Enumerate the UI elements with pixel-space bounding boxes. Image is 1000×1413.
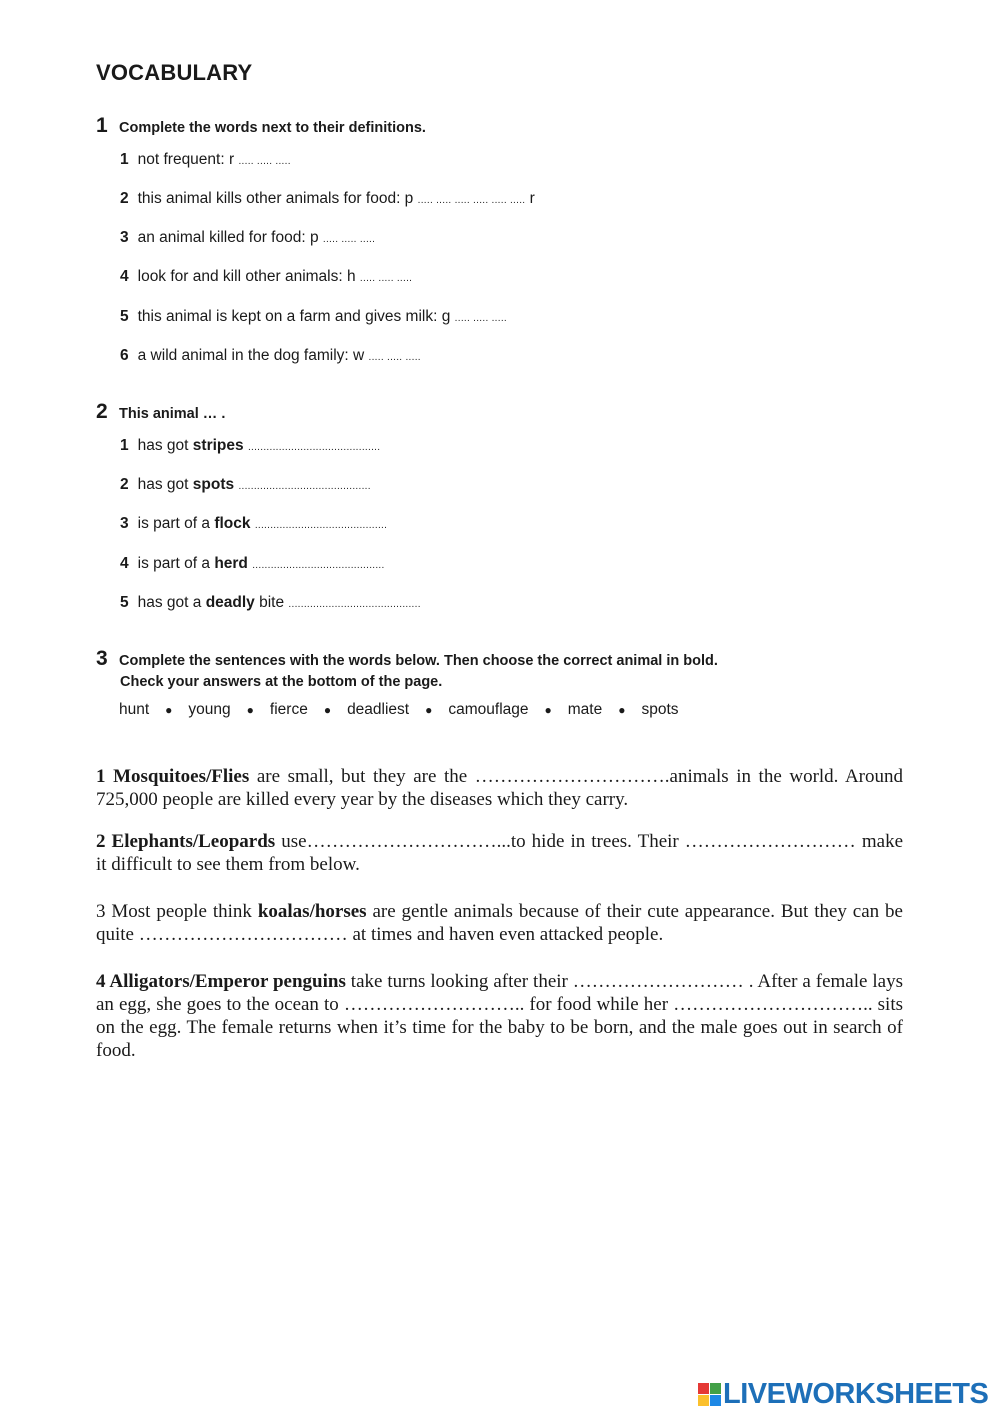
word-bank-word: hunt <box>119 701 150 718</box>
answer-blank[interactable]: ..... ..... ..... <box>368 352 421 363</box>
item-text: has got <box>137 476 193 493</box>
paragraph-text: use…………………………...to hide in trees. Their ……………………… make it difficult to see them from below. <box>96 831 903 875</box>
item-text: a wild animal in the dog family: w <box>137 347 365 364</box>
answer-blank[interactable]: ........................................... <box>288 599 421 610</box>
item-number: 2 <box>120 476 129 493</box>
item-number: 2 <box>120 190 129 207</box>
item-number: 4 <box>120 555 129 572</box>
exercise-instruction-line-2: Check your answers at the bottom of the page. <box>120 674 443 690</box>
bullet-separator: ● <box>618 703 626 717</box>
answer-blank[interactable]: ........................................... <box>238 481 371 492</box>
ex2-item-2 <box>120 476 371 494</box>
sentence-paragraph-3 <box>96 900 903 946</box>
item-keyword: flock <box>214 515 251 532</box>
item-text: look for and kill other animals: h <box>137 268 356 285</box>
exercise-3-header <box>96 647 718 671</box>
answer-blank[interactable]: ........................................... <box>247 442 381 453</box>
item-keyword: spots <box>192 476 235 493</box>
bullet-separator: ● <box>544 703 552 717</box>
exercise-instruction: Complete the words next to their definitions. <box>119 120 426 136</box>
item-text-post: bite <box>254 594 289 611</box>
item-text: has got a <box>137 594 206 611</box>
item-text: this animal is kept on a farm and gives milk: g <box>137 308 451 325</box>
word-bank-word: camouflage <box>448 701 529 718</box>
paragraph-prefix: 3 Most people think <box>96 901 258 922</box>
item-keyword: stripes <box>192 437 244 454</box>
item-number: 5 <box>120 308 129 325</box>
animal-choice: 2 Elephants/Leopards <box>96 831 276 852</box>
exercise-2-header <box>96 400 225 424</box>
liveworksheets-logo <box>698 1378 988 1411</box>
animal-choice: 4 Alligators/Emperor penguins <box>96 971 346 992</box>
logo-text: LIVEWORKSHEETS <box>723 1378 989 1410</box>
bullet-separator: ● <box>165 703 173 717</box>
item-tail-letter: r <box>525 190 535 207</box>
sentence-paragraph-1 <box>96 765 903 811</box>
sentence-paragraph-2 <box>96 830 903 876</box>
item-text: is part of a <box>137 515 215 532</box>
ex1-item-6 <box>120 347 421 365</box>
item-number: 3 <box>120 515 129 532</box>
exercise-instruction: This animal … . <box>119 406 226 422</box>
item-text: has got <box>137 437 193 454</box>
word-bank <box>119 701 679 719</box>
answer-blank[interactable]: ..... ..... ..... <box>359 273 413 284</box>
ex1-item-5 <box>120 308 507 326</box>
item-number: 6 <box>120 347 129 364</box>
logo-mark-icon <box>698 1383 721 1406</box>
ex1-item-2 <box>120 190 535 208</box>
ex2-item-3 <box>120 515 387 533</box>
exercise-number: 1 <box>96 114 108 137</box>
answer-blank[interactable]: ..... ..... ..... <box>322 234 376 245</box>
item-keyword: deadly <box>205 594 255 611</box>
answer-blank[interactable]: ..... ..... ..... ..... ..... ..... <box>417 195 526 206</box>
ex2-item-4 <box>120 555 385 573</box>
word-bank-word: deadliest <box>347 701 410 718</box>
ex1-item-1 <box>120 151 291 169</box>
word-bank-word: spots <box>641 701 679 718</box>
paragraph-text: are small, but they are the ………………………….animals in the world. Around 725,000 people are killed every year by the diseases which they carry. <box>96 766 903 810</box>
item-text: this animal kills other animals for food: p <box>137 190 414 207</box>
logo-square-yellow <box>698 1395 709 1406</box>
exercise-instruction: Complete the sentences with the words below. Then choose the correct animal in bold. <box>119 653 718 669</box>
ex1-item-4 <box>120 268 412 286</box>
bullet-separator: ● <box>246 703 254 717</box>
item-number: 4 <box>120 268 129 285</box>
animal-choice: koalas/horses <box>257 901 367 922</box>
paragraph-text: take turns looking after their ……………………… . After a female lays an egg, she goes to the ocean to ……………………….. for food while her ………………………….. sits on the egg. The female returns when it’s time for the baby to be born, and the male goes out in search of food. <box>96 971 903 1061</box>
logo-square-blue <box>710 1395 721 1406</box>
word-bank-word: fierce <box>269 701 308 718</box>
exercise-number: 3 <box>96 647 108 670</box>
word-bank-word: young <box>188 701 231 718</box>
word-bank-word: mate <box>567 701 603 718</box>
ex2-item-5 <box>120 594 421 612</box>
answer-blank[interactable]: ........................................... <box>252 560 385 571</box>
ex2-item-1 <box>120 437 380 455</box>
logo-square-red <box>698 1383 709 1394</box>
item-keyword: herd <box>214 555 248 572</box>
item-number: 1 <box>120 437 129 454</box>
page-title: VOCABULARY <box>96 60 253 85</box>
exercise-number: 2 <box>96 400 108 423</box>
logo-square-green <box>710 1383 721 1394</box>
paragraph-text: are gentle animals because of their cute appearance. But they can be quite …………………………… at times and haven even attacked people. <box>96 901 903 945</box>
item-text: an animal killed for food: p <box>137 229 319 246</box>
animal-choice: 1 Mosquitoes/Flies <box>96 766 250 787</box>
item-text: is part of a <box>137 555 215 572</box>
item-number: 1 <box>120 151 129 168</box>
item-text: not frequent: r <box>137 151 235 168</box>
exercise-1-header <box>96 114 426 138</box>
item-number: 3 <box>120 229 129 246</box>
answer-blank[interactable]: ........................................... <box>254 520 388 531</box>
bullet-separator: ● <box>323 703 332 717</box>
sentence-paragraph-4 <box>96 970 903 1062</box>
ex1-item-3 <box>120 229 375 247</box>
answer-blank[interactable]: ..... ..... ..... <box>454 313 507 324</box>
answer-blank[interactable]: ..... ..... ..... <box>238 156 291 167</box>
item-number: 5 <box>120 594 129 611</box>
bullet-separator: ● <box>425 703 433 717</box>
